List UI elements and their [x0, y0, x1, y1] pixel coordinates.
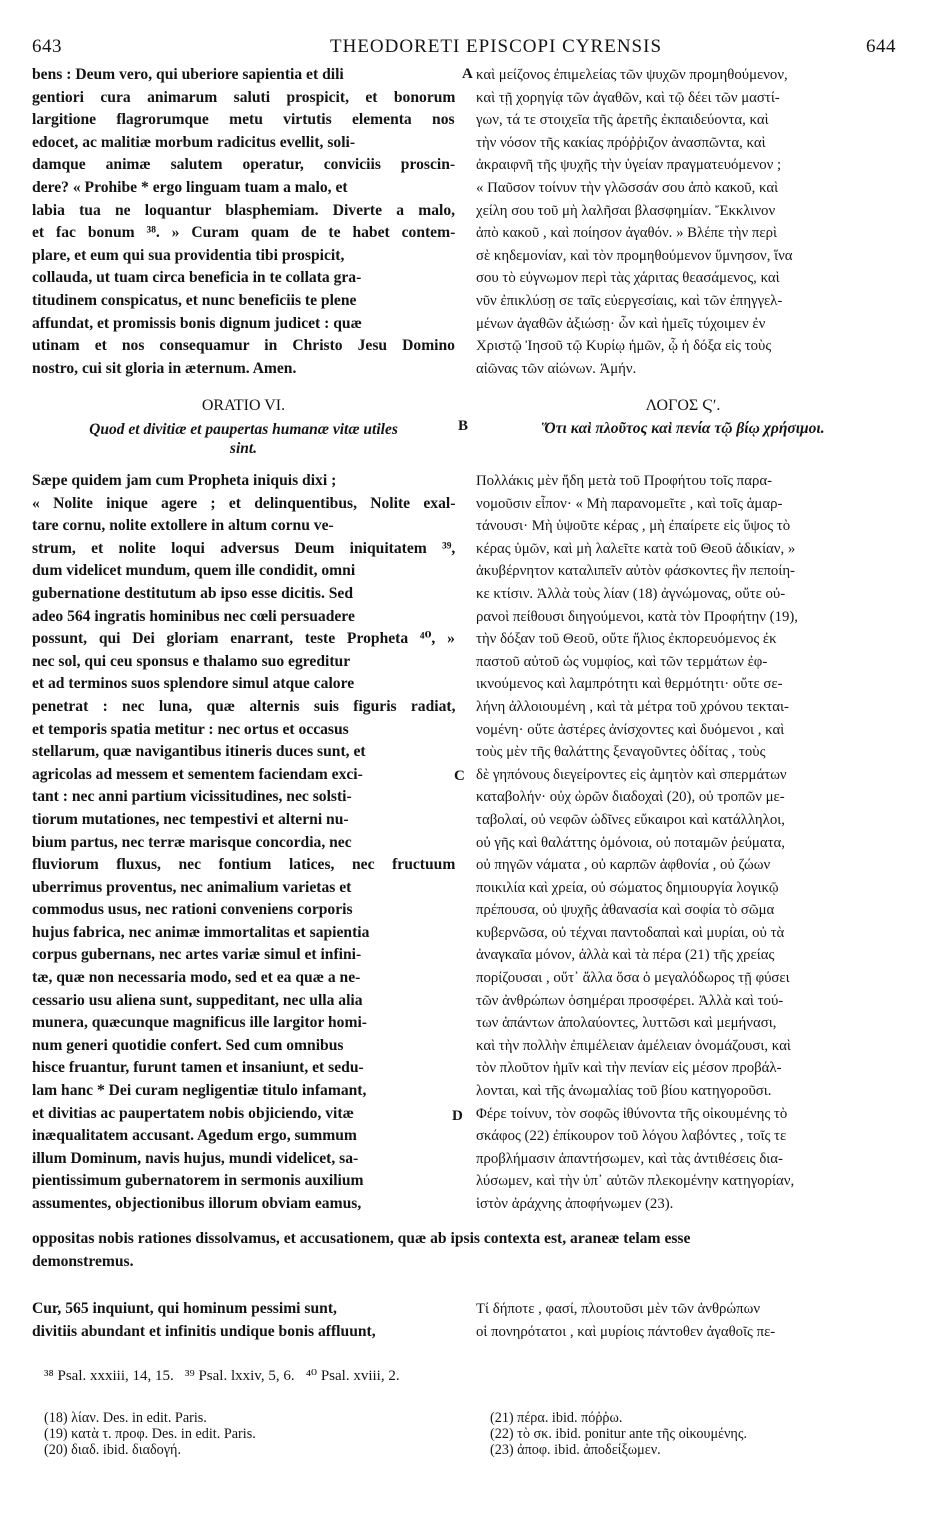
greek-text-line: μένων ἀγαθῶν ἀξιώσῃ· ὧν καὶ ἡμεῖς τύχοιμεν ἐν	[476, 315, 766, 332]
latin-text-line: agricolas ad messem et sementem faciendam exci-	[32, 765, 363, 783]
latin-text-line: damque animæ salutem operatur, conviciis proscin-	[32, 156, 455, 174]
greek-text-line: σὲ κηδεμονίαν, καὶ τὸν προμηθούμενον ὕμνησον, ἵνα	[476, 247, 793, 264]
greek-text-line: καταβολήν· οὐχ ὡρῶν διαδοχαὶ (20), οὐ τροπῶν με-	[476, 789, 785, 806]
latin-text-line: illum Dominum, navis hujus, mundi videlicet, sa-	[32, 1149, 359, 1167]
greek-text-line: παστοῦ αὐτοῦ ὡς νυμφίος, καὶ τῶν τερμάτων ἐφ-	[476, 653, 768, 670]
latin-text-line: strum, et nolite loqui adversus Deum iniquitatem ³⁹,	[32, 539, 455, 557]
page-number-left: 643	[32, 36, 62, 57]
margin-marker-b: B	[458, 418, 469, 434]
greek-text-line: αἰῶνας τῶν αἰώνων. Ἀμήν.	[476, 360, 637, 377]
latin-text-line: tiorum mutationes, nec tempestivi et alterni nu-	[32, 810, 349, 828]
latin-text-line: pientissimum gubernatorem in sermonis auxilium	[32, 1172, 364, 1190]
latin-text-line: bens : Deum vero, qui uberiore sapientia et dili	[32, 66, 344, 83]
latin-text-line: titudinem conspicatus, et nunc beneficiis te plene	[32, 291, 357, 309]
latin-text-line: utinam et nos consequamur in Christo Jesu Domino	[32, 337, 455, 355]
greek-text-line: ταβολαί, οὐ νεφῶν ὠδῖνες εὔκαιροι καὶ κατάλληλοι,	[476, 811, 785, 828]
latin-subtitle-line-2: sint.	[229, 440, 258, 457]
latin-subtitle-line-1: Quod et divitiæ et paupertas humanæ vitæ utiles	[89, 421, 398, 438]
greek-text-line: γων, τά τε στοιχεῖα τῆς ἀρετῆς ἐκπαιδεύοντα, καὶ	[476, 112, 769, 129]
greek-text-line: ἱστὸν ἀράχνης ἀποφήνωμεν (23).	[476, 1196, 674, 1212]
greek-text-line: λύσωμεν, καὶ τὴν ὑπ᾽ αὐτῶν πλεκομένην κατηγορίαν,	[476, 1173, 795, 1190]
greek-text-line: καὶ τὴν πολλὴν ἐπιμέλειαν ἀμέλειαν ὀνομάζουσι, καὶ	[476, 1037, 791, 1054]
greek-column-top	[476, 64, 890, 380]
latin-text-line: tæ, quæ non necessaria modo, sed et ea quæ a ne-	[32, 969, 361, 987]
latin-text-line: cessario usu aliena sunt, suppeditant, nec ulla alia	[32, 991, 363, 1009]
greek-text-line: ἀκραιφνῆ τῆς ψυχῆς τὴν ὑγείαν πραγματευόμενον ;	[476, 157, 782, 174]
greek-text-line: ἀναγκαῖα μόνον, ἀλλὰ καὶ τὰ πέρα (21) τῆς χρείας	[476, 947, 775, 964]
latin-text-line: adeo 564 ingratis hominibus nec cœli persuadere	[32, 607, 355, 625]
latin-text-line: stellarum, quæ navigantibus itineris duces sunt, et	[32, 743, 366, 761]
footnote-line: (21) πέρα. ibid. πόῤῥω.	[490, 1410, 623, 1426]
greek-text-line: νομοῦσιν εἶπον· « Μὴ παρανομεῖτε , καὶ τοῖς ἁμαρ-	[476, 495, 783, 512]
greek-text-line: κε κτίσιν. Ἀλλὰ τοὺς λίαν (18) ἀγνώμονας, οὔτε οὐ-	[476, 585, 786, 602]
greek-text-line: ποικιλία καὶ χρεία, οὐ σώματος δημιουργία λογικῷ	[476, 879, 779, 896]
latin-text-line: « Nolite inique agere ; et delinquentibus, Nolite exal-	[32, 494, 455, 512]
latin-text-line: et divitias ac paupertatem nobis objiciendo, vitæ	[32, 1104, 354, 1122]
latin-text-line: divitiis abundant et infinitis undique bonis affluunt,	[32, 1322, 376, 1340]
latin-text-line: largitione flagrorumque metu virtutis elementa nos	[32, 111, 455, 129]
latin-text-line: fluviorum fluxus, nec fontium latices, nec fructuum	[32, 856, 455, 874]
greek-text-line: δὲ γηπόνους διεγείροντες εἰς ἀμητὸν καὶ σπερμάτων	[476, 766, 787, 783]
latin-text-line: et ad terminos suos splendore simul atque calore	[32, 675, 355, 693]
greek-text-line: σου τὸ εὐγνωμον περὶ τὰς χάριτας θεασάμενος, καὶ	[476, 270, 780, 287]
latin-text-line: bium partus, nec terræ marisque concordia, nec	[32, 833, 352, 851]
margin-marker-c: C	[454, 768, 465, 784]
greek-oration-subtitle: Ὅτι καὶ πλοῦτος καὶ πενία τῷ βίῳ χρήσιμοι.	[541, 420, 825, 437]
latin-text-line: uberrimus proventus, nec animalium varietas et	[32, 878, 352, 896]
greek-text-line: τοὺς μὲν τῆς θαλάττης ξεναγοῦντες ὁδίτας , τοὺς	[476, 744, 766, 761]
greek-text-line: τῶν ἀνθρώπων ὁσημέραι προσφέρει. Ἀλλὰ καὶ τού-	[476, 992, 784, 1009]
latin-text-line: corpus gubernans, nec artes variæ simul et infini-	[32, 946, 362, 964]
latin-text-line: gubernatione destitutum ab ipso esse dicitis. Sed	[32, 584, 354, 602]
scripture-references: ³⁸ Psal. xxxiii, 14, 15. ³⁹ Psal. lxxiv, 5, 6. ⁴⁰ Psal. xviii, 2.	[44, 1368, 400, 1384]
latin-text-line: plare, et eum qui sua providentia tibi prospicit,	[32, 246, 345, 264]
greek-text-line: ἀπὸ κακοῦ , καὶ ποίησον ἀγαθόν. » Βλέπε τὴν περὶ	[476, 225, 777, 242]
latin-text-line: edocet, ac malitiæ morbum radicitus evellit, soli-	[32, 133, 356, 151]
running-title: THEODORETI EPISCOPI CYRENSIS	[330, 36, 663, 57]
greek-text-line: οἱ πονηρότατοι , καὶ μυρίοις πάντοθεν ἀγαθοῖς πε-	[476, 1323, 776, 1340]
greek-text-line: νῦν ἐπικλύσῃ σε ταῖς εὐεργεσίαις, καὶ τῶν ἐπηγγελ-	[476, 292, 783, 309]
latin-text-line: lam hanc * Dei curam negligentiæ titulo infamant,	[32, 1082, 367, 1100]
greek-column-closing	[476, 1298, 890, 1343]
greek-text-line: των ἁπάντων ἀπολαύοντες, λυττῶσι καὶ μεμήνασι,	[476, 1015, 777, 1032]
full-width-text	[32, 1228, 894, 1273]
footnote-line: (20) διαδ. ibid. διαδογή.	[44, 1442, 182, 1458]
latin-text-line: labia tua ne loquantur blasphemiam. Diverte a malo,	[32, 201, 455, 219]
running-header	[28, 36, 896, 60]
greek-text-line: Πολλάκις μὲν ἤδη μετὰ τοῦ Προφήτου τοῖς παρα-	[476, 473, 773, 489]
greek-column-body	[476, 470, 890, 1216]
greek-text-line: τὸν πλοῦτον ἡμῖν καὶ τὴν πενίαν εἰς μέσον προβάλ-	[476, 1060, 782, 1077]
greek-text-line: χείλη σου τοῦ μὴ λαλῆσαι βλασφημίαν. Ἔκκλινον	[476, 202, 776, 219]
latin-text-line: et fac bonum ³⁸. » Curam quam de te habet contem-	[32, 224, 455, 242]
latin-text-line: hisce fruantur, furunt tamen et insaniunt, et sedu-	[32, 1059, 364, 1077]
latin-text-line: assumentes, objectionibus illorum obviam eamus,	[32, 1195, 362, 1212]
footnote-line: (18) λίαν. Des. in edit. Paris.	[44, 1410, 207, 1426]
greek-text-line: τάνουσι· Μὴ ὑψοῦτε κέρας , μὴ ἐπαίρετε εἰς ὕψος τὸ	[476, 518, 791, 535]
greek-text-line: κέρας ὑμῶν, καὶ μὴ λαλεῖτε κατὰ τοῦ Θεοῦ ἀδικίαν, »	[476, 540, 796, 557]
latin-text-line: inæqualitatem accusant. Agedum ergo, summum	[32, 1127, 357, 1145]
latin-text-line: munera, quæcunque magnificus ille largitor homi-	[32, 1014, 367, 1032]
footnotes-right	[490, 1410, 747, 1458]
greek-text-line: κυβερνῶσα, οὐ τέχναι παντοδαπαὶ καὶ μυρίαι, οὐ τὰ	[476, 924, 785, 941]
greek-text-line: ρανοὶ πείθουσι διηγούμενοι, κατὰ τὸν Προφήτην (19),	[476, 608, 798, 625]
latin-text-line: gentiori cura animarum saluti prospicit, et bonorum	[32, 88, 455, 106]
greek-text-line: οὐ πηγῶν νάματα , οὐ καρπῶν ἀφθονία , οὐ ζώων	[476, 857, 771, 874]
greek-text-line: ικνούμενος καὶ λαμπρότητι καὶ θερμότητι· οὔτε σε-	[476, 676, 783, 693]
latin-text-line: dere? « Prohibe * ergo linguam tuam a malo, et	[32, 178, 348, 196]
greek-text-line: τὴν νόσον τῆς κακίας πρόῤῥιζον ἀνασπῶντα, καὶ	[476, 134, 766, 151]
footnote-line: (19) κατὰ τ. προφ. Des. in edit. Paris.	[44, 1426, 256, 1442]
full-width-text-line: demonstremus.	[32, 1252, 134, 1270]
latin-text-line: commodus usus, nec rationi conveniens corporis	[32, 901, 353, 919]
latin-text-line: nostro, cui sit gloria in æternum. Amen.	[32, 359, 297, 377]
latin-column-closing	[32, 1298, 455, 1343]
latin-text-line: collauda, ut tuam circa beneficia in te collata gra-	[32, 269, 362, 287]
latin-text-line: tare cornu, nolite extollere in altum cornu ve-	[32, 517, 334, 535]
greek-text-line: οὐ γῆς καὶ θαλάττης ὁμόνοια, οὐ ποταμῶν ῥεύματα,	[476, 834, 785, 851]
latin-text-line: possunt, qui Dei gloriam enarrant, teste Propheta ⁴⁰, »	[32, 630, 455, 648]
latin-oration-subtitle	[32, 420, 455, 458]
footnote-line: (22) τὸ σκ. ibid. ponitur ante τῆς οἰκουμένης.	[490, 1426, 748, 1442]
footnote-line: (23) ἀποφ. ibid. ἀποδείξωμεν.	[490, 1442, 661, 1458]
latin-column-body	[32, 470, 455, 1216]
latin-text-line: nec sol, qui ceu sponsus e thalamo suo egreditur	[32, 652, 351, 670]
greek-text-line: πρέπουσα, οὐ ψυχῆς ἀθανασία καὶ σοφία τὸ σῶμα	[476, 902, 775, 919]
greek-text-line: σκάφος (22) ἐπίκουρον τοῦ λόγου λαβόντες , τοῖς τε	[476, 1128, 787, 1145]
greek-oration-title: ΛΟΓΟΣ Ϛʹ.	[645, 397, 721, 414]
latin-text-line: dum videlicet mundum, quem ille condidit, omni	[32, 562, 356, 580]
greek-text-line: λήνη ἀλλοιουμένη , καὶ τὰ μέτρα τοῦ χρόνου τεκται-	[476, 698, 789, 715]
latin-text-line: hujus fabrica, nec animæ immortalitas et sapientia	[32, 923, 370, 941]
greek-text-line: Τί δήποτε , φασί, πλουτοῦσι μὲν τῶν ἀνθρώπων	[476, 1301, 761, 1317]
greek-text-line: τὴν δόξαν τοῦ Θεοῦ, οὔτε ἥλιος ἐκπορευόμενος ἐκ	[476, 631, 777, 648]
latin-oration-title: ORATIO VI.	[201, 397, 286, 414]
latin-text-line: num generi quotidie confert. Sed cum omnibus	[32, 1036, 344, 1054]
greek-text-line: ἀκυβέρνητον καταλιπεῖν αὐτὸν φάσκοντες ἣν πεποίη-	[476, 563, 795, 580]
latin-text-line: penetrat : nec luna, quæ alternis suis figuris radiat,	[32, 697, 455, 715]
greek-text-line: Χριστῷ Ἰησοῦ τῷ Κυρίῳ ἡμῶν, ᾧ ἡ δόξα εἰς τοὺς	[476, 338, 772, 355]
full-width-text-line: oppositas nobis rationes dissolvamus, et accusationem, quæ ab ipsis contexta est, araneæ telam esse	[32, 1230, 691, 1247]
greek-text-line: Φέρε τοίνυν, τὸν σοφῶς ἰθύνοντα τῆς οἰκουμένης τὸ	[476, 1105, 788, 1122]
latin-column-top	[32, 64, 455, 380]
margin-marker-d: D	[452, 1108, 463, 1124]
greek-text-line: λονται, καὶ τῆς ἀνωμαλίας τοῦ βίου κατηγοροῦσι.	[476, 1083, 772, 1100]
latin-text-line: Cur, 565 inquiunt, qui hominum pessimi sunt,	[32, 1300, 337, 1317]
margin-marker-a: A	[462, 66, 473, 82]
greek-text-line: καὶ μείζονος ἐπιμελείας τῶν ψυχῶν προμηθούμενον,	[476, 67, 788, 83]
latin-text-line: affundat, et promissis bonis dignum judicet : quæ	[32, 314, 362, 332]
greek-text-line: καὶ τῇ χορηγίᾳ τῶν ἀγαθῶν, καὶ τῷ δέει τῶν μαστί-	[476, 89, 780, 106]
footnotes-left	[44, 1410, 256, 1458]
greek-text-line: « Παῦσον τοίνυν τὴν γλῶσσάν σου ἀπὸ κακοῦ, καὶ	[476, 179, 779, 196]
greek-text-line: προβλήμασιν ἀπαντήσωμεν, καὶ τὰς ἀντιθέσεις δια-	[476, 1150, 783, 1167]
page-number-right: 644	[866, 36, 896, 57]
greek-text-line: πορίζουσαι , οὔτ᾽ ἄλλα ὅσα ὁ μεγαλόδωρος τῇ φύσει	[476, 970, 790, 987]
latin-text-line: et temporis spatia metitur : nec ortus et occasus	[32, 720, 349, 738]
greek-text-line: νομένη· οὔτε ἀστέρες ἀνίσχοντες καὶ δυόμενοι , καὶ	[476, 721, 785, 738]
latin-text-line: tant : nec anni partium vicissitudines, nec solsti-	[32, 788, 352, 806]
latin-text-line: Sæpe quidem jam cum Propheta iniquis dixi ;	[32, 472, 337, 489]
